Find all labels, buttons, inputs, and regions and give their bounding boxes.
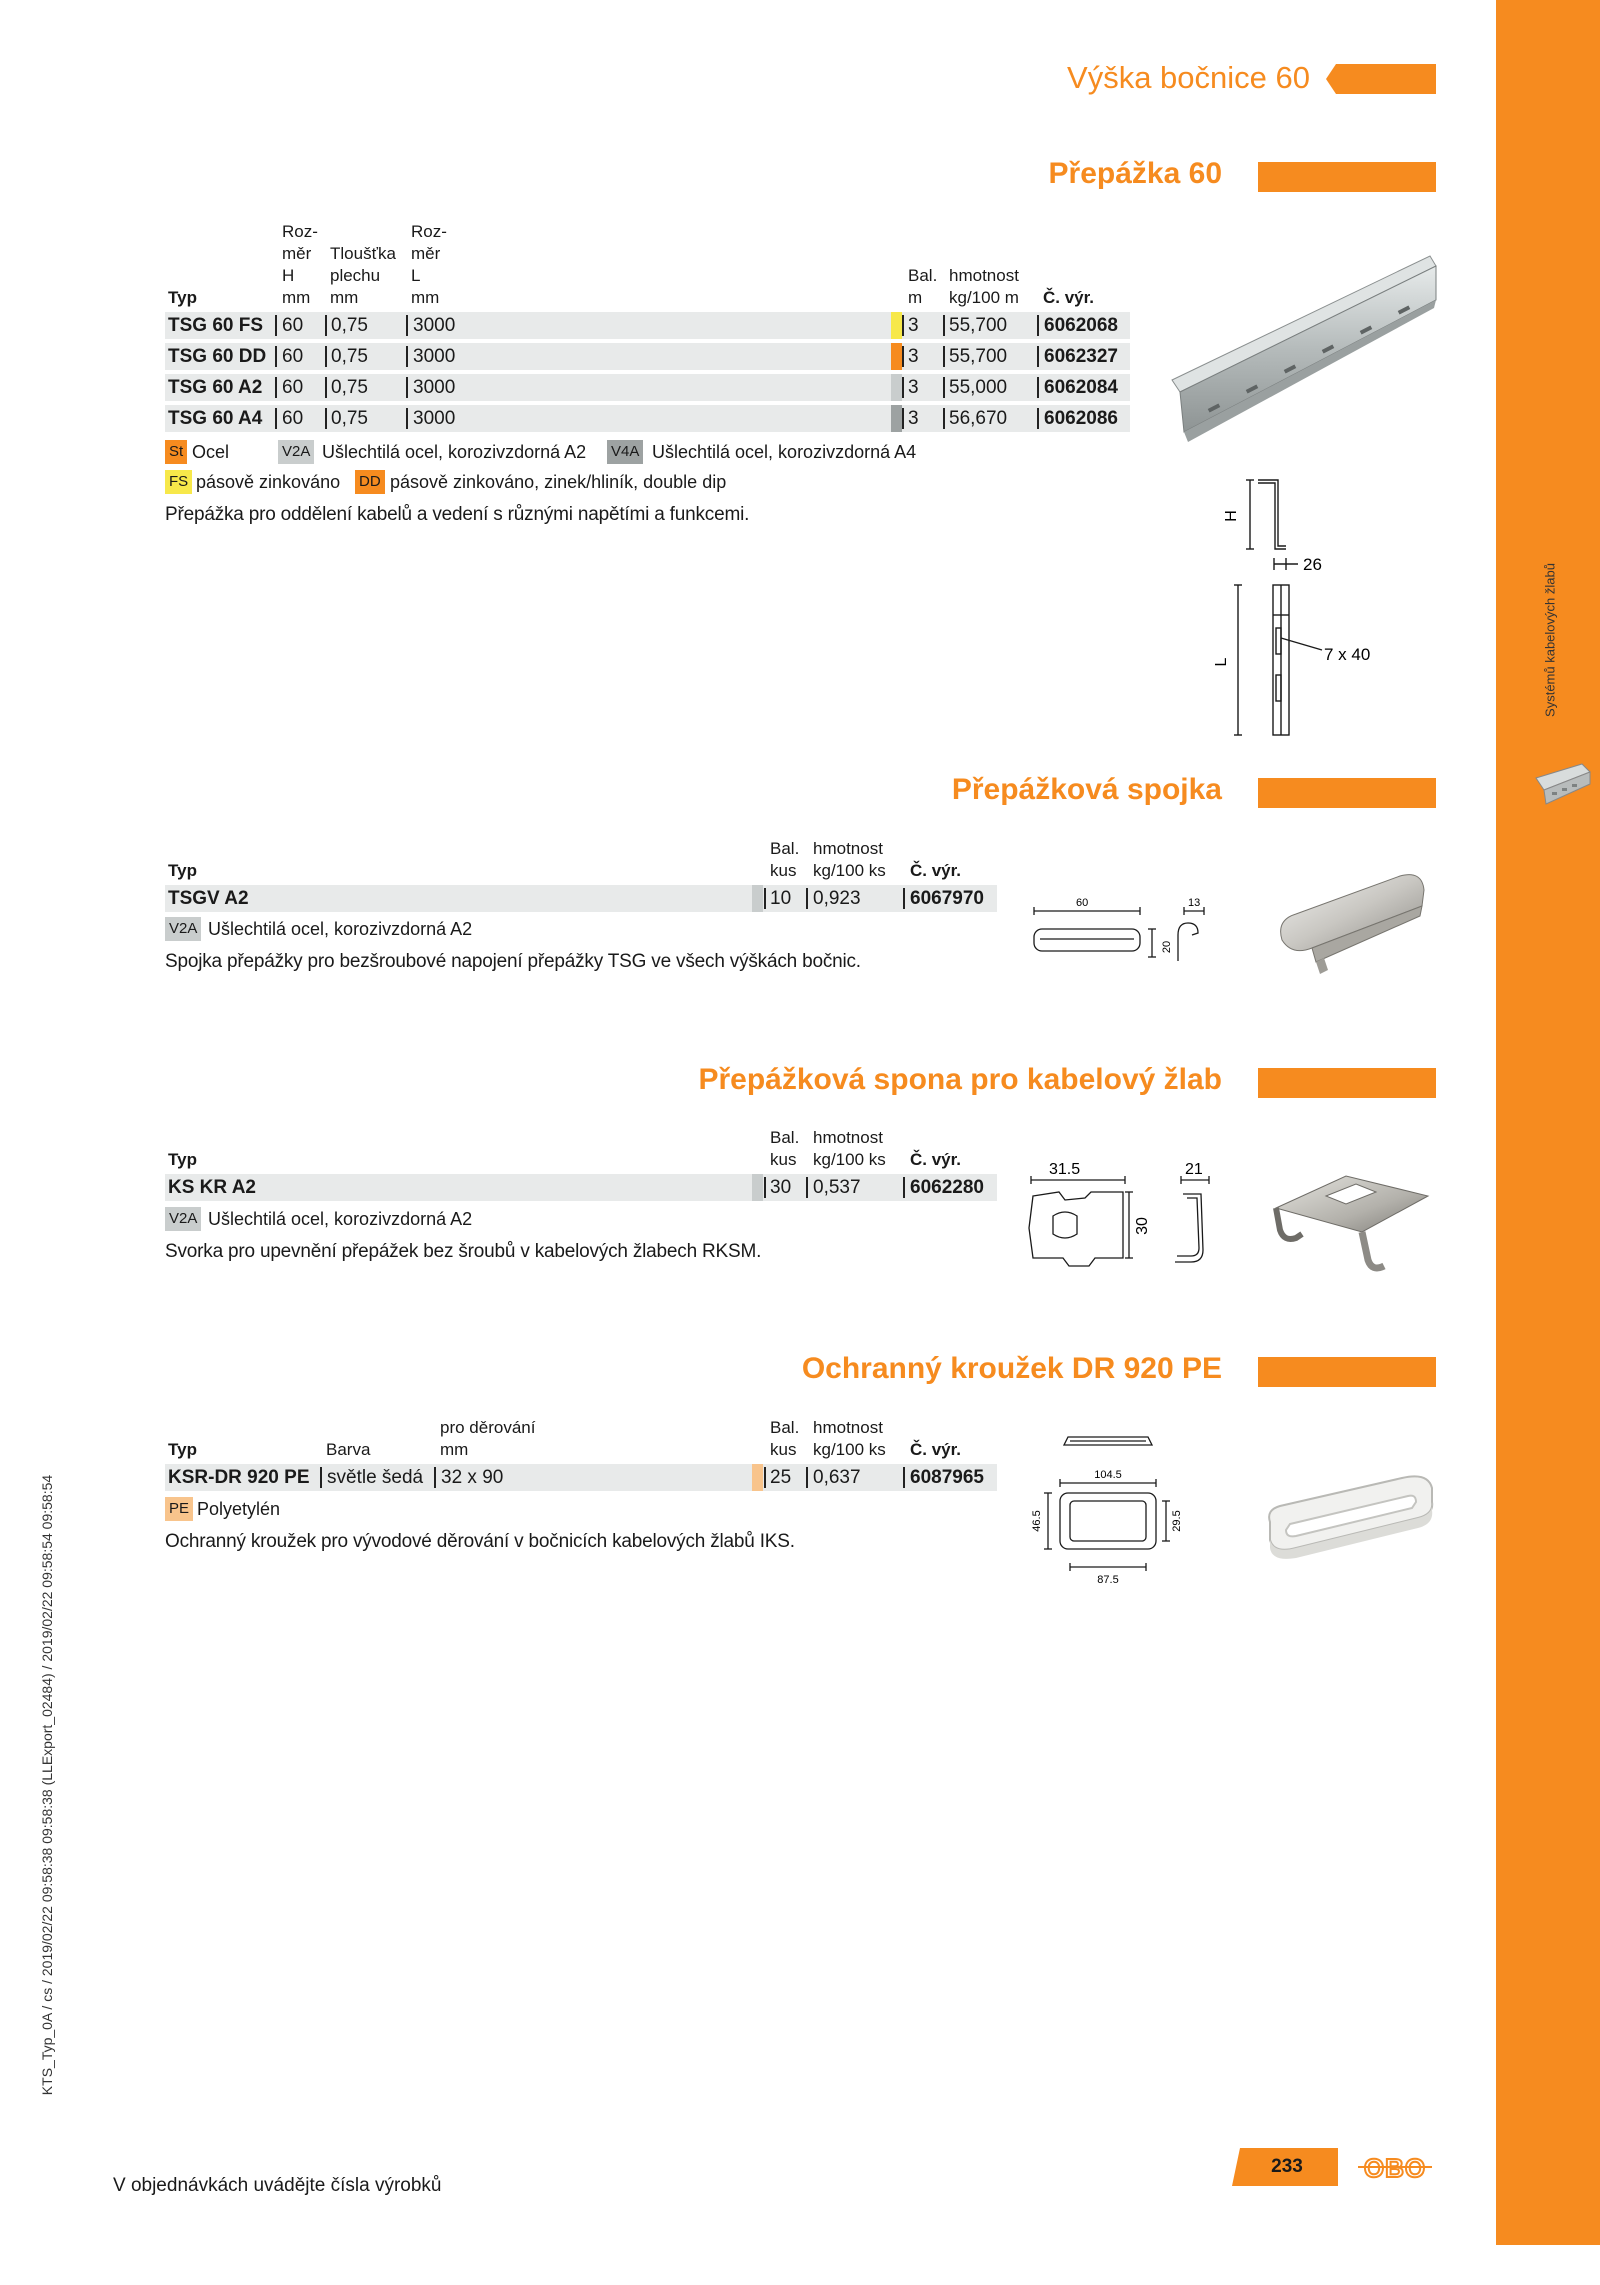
legend-text-v2a: Ušlechtilá ocel, korozivzdorná A2 bbox=[208, 919, 473, 939]
legend-code-fs: FS bbox=[165, 470, 192, 494]
material-swatch bbox=[752, 1174, 763, 1201]
sidebar-band bbox=[1496, 0, 1600, 2245]
legend-text-pe: Polyetylén bbox=[197, 1499, 281, 1519]
drawing-label-h: H bbox=[1223, 510, 1240, 522]
section-title-spona: Přepážková spona pro kabelový žlab bbox=[698, 1063, 1222, 1096]
section-bar-spojka bbox=[1258, 778, 1436, 808]
col-header-cv: Č. výr. bbox=[910, 861, 962, 880]
col-header-bal: Bal. m bbox=[908, 266, 938, 307]
col-header-l: Roz- měr L mm bbox=[411, 222, 447, 307]
obo-logo bbox=[1356, 2150, 1434, 2184]
col-header-hm: hmotnost kg/100 ks bbox=[813, 1128, 886, 1169]
page-number: 233 bbox=[1271, 2156, 1303, 2177]
col-header-hm: hmotnost kg/100 m bbox=[949, 266, 1019, 307]
legend-code-v2a: V2A bbox=[165, 917, 201, 941]
legend-code-dd: DD bbox=[355, 470, 385, 494]
connector-product-image bbox=[1272, 870, 1432, 980]
col-header-der: pro děrování mm bbox=[440, 1418, 536, 1459]
legend-code-v4a: V4A bbox=[607, 440, 643, 464]
material-swatch bbox=[891, 374, 902, 401]
drawing-label-d: 87.5 bbox=[1097, 1574, 1119, 1585]
col-header-bal: Bal. kus bbox=[770, 839, 800, 880]
col-header-h: Roz- měr H mm bbox=[282, 222, 318, 307]
drawing-label-a: 60 bbox=[1076, 897, 1089, 909]
ring-product-image bbox=[1262, 1470, 1440, 1565]
sidebar-thumbnail-icon bbox=[1532, 762, 1592, 808]
product-description: Ochranný kroužek pro vývodové děrování v bočnicích kabelových žlabů IKS. bbox=[165, 1531, 795, 1552]
footer-note: V objednávkách uvádějte čísla výrobků bbox=[113, 2175, 442, 2196]
col-header-hm: hmotnost kg/100 ks bbox=[813, 839, 886, 880]
drawing-label-a: 31.5 bbox=[1049, 1161, 1081, 1178]
material-swatch bbox=[891, 312, 902, 339]
drawing-label-slot: 7 x 40 bbox=[1324, 645, 1371, 664]
drawing-label-c: 13 bbox=[1188, 897, 1201, 909]
col-header-barva: Barva bbox=[326, 1440, 371, 1459]
section-title-krouzek: Ochranný kroužek DR 920 PE bbox=[801, 1352, 1222, 1385]
section-title-spojka: Přepážková spojka bbox=[951, 773, 1222, 806]
partition-technical-drawing bbox=[1210, 470, 1400, 750]
legend-code-v2a: V2A bbox=[165, 1207, 201, 1231]
legend-code-v2a: V2A bbox=[278, 440, 314, 464]
material-swatch bbox=[752, 885, 763, 912]
product-description: Svorka pro upevnění přepážek bez šroubů v kabelových žlabech RKSM. bbox=[165, 1241, 762, 1262]
col-header-bal: Bal. kus bbox=[770, 1128, 800, 1169]
section-bar-spona bbox=[1258, 1068, 1436, 1098]
legend-text-v2a: Ušlechtilá ocel, korozivzdorná A2 bbox=[322, 442, 587, 462]
header-flag-icon bbox=[1326, 64, 1436, 94]
col-header-typ: Typ bbox=[168, 861, 197, 880]
product-description: Přepážka pro oddělení kabelů a vedení s různými napětími a funkcemi. bbox=[165, 504, 750, 525]
legend-text-st: Ocel bbox=[192, 442, 230, 462]
section-bar-prepazka bbox=[1258, 162, 1436, 192]
connector-technical-drawing bbox=[1028, 893, 1228, 968]
col-header-hm: hmotnost kg/100 ks bbox=[813, 1418, 886, 1459]
col-header-cv: Č. výr. bbox=[910, 1440, 962, 1459]
col-header-bal: Bal. kus bbox=[770, 1418, 800, 1459]
col-header-typ: Typ bbox=[168, 1150, 197, 1169]
margin-export-info: KTS_Typ_0A / cs / 2019/02/22 09:58:38 09:58:38 (LLExport_02484) / 2019/02/22 09:58:54 09:58:54 bbox=[39, 1474, 55, 2096]
material-swatch bbox=[891, 343, 902, 370]
ring-technical-drawing bbox=[1030, 1425, 1210, 1585]
drawing-label-a: 104.5 bbox=[1094, 1469, 1122, 1481]
partition-strip-image bbox=[1168, 250, 1438, 450]
legend-text-v4a: Ušlechtilá ocel, korozivzdorná A4 bbox=[652, 442, 917, 462]
drawing-label-c: 29.5 bbox=[1171, 1510, 1183, 1532]
drawing-label-b: 46.5 bbox=[1031, 1510, 1043, 1532]
col-header-typ: Typ bbox=[168, 1440, 197, 1459]
drawing-label-b: 20 bbox=[1161, 940, 1173, 954]
clip-technical-drawing bbox=[1025, 1158, 1240, 1278]
product-description: Spojka přepážky pro bezšroubové napojení přepážky TSG ve všech výškách bočnic. bbox=[165, 951, 861, 972]
svg-text:OBO: OBO bbox=[1363, 2153, 1427, 2183]
col-header-cv: Č. výr. bbox=[910, 1150, 962, 1169]
drawing-label-l: L bbox=[1213, 657, 1230, 667]
material-swatch bbox=[752, 1464, 763, 1491]
material-swatch bbox=[891, 405, 902, 432]
drawing-label-b: 30 bbox=[1134, 1217, 1151, 1235]
legend-code-pe: PE bbox=[165, 1497, 193, 1521]
section-bar-krouzek bbox=[1258, 1357, 1436, 1387]
col-header-t: Tloušťka plechu mm bbox=[330, 244, 396, 307]
col-header-typ: Typ bbox=[168, 288, 197, 307]
col-header-cv: Č. výr. bbox=[1043, 288, 1095, 307]
section-title-prepazka: Přepážka 60 bbox=[1048, 157, 1222, 190]
clip-product-image bbox=[1266, 1168, 1436, 1278]
legend-text-fs: pásově zinkováno bbox=[196, 472, 341, 492]
page-header-title: Výška bočnice 60 bbox=[1067, 60, 1310, 95]
legend-code-st: St bbox=[165, 440, 187, 464]
legend-text-dd: pásově zinkováno, zinek/hliník, double dip bbox=[390, 472, 727, 492]
sidebar-label: Systémů kabelových žlabů bbox=[1542, 563, 1558, 717]
drawing-label-c: 21 bbox=[1185, 1161, 1203, 1178]
legend-text-v2a: Ušlechtilá ocel, korozivzdorná A2 bbox=[208, 1209, 473, 1229]
drawing-label-width: 26 bbox=[1303, 555, 1322, 574]
